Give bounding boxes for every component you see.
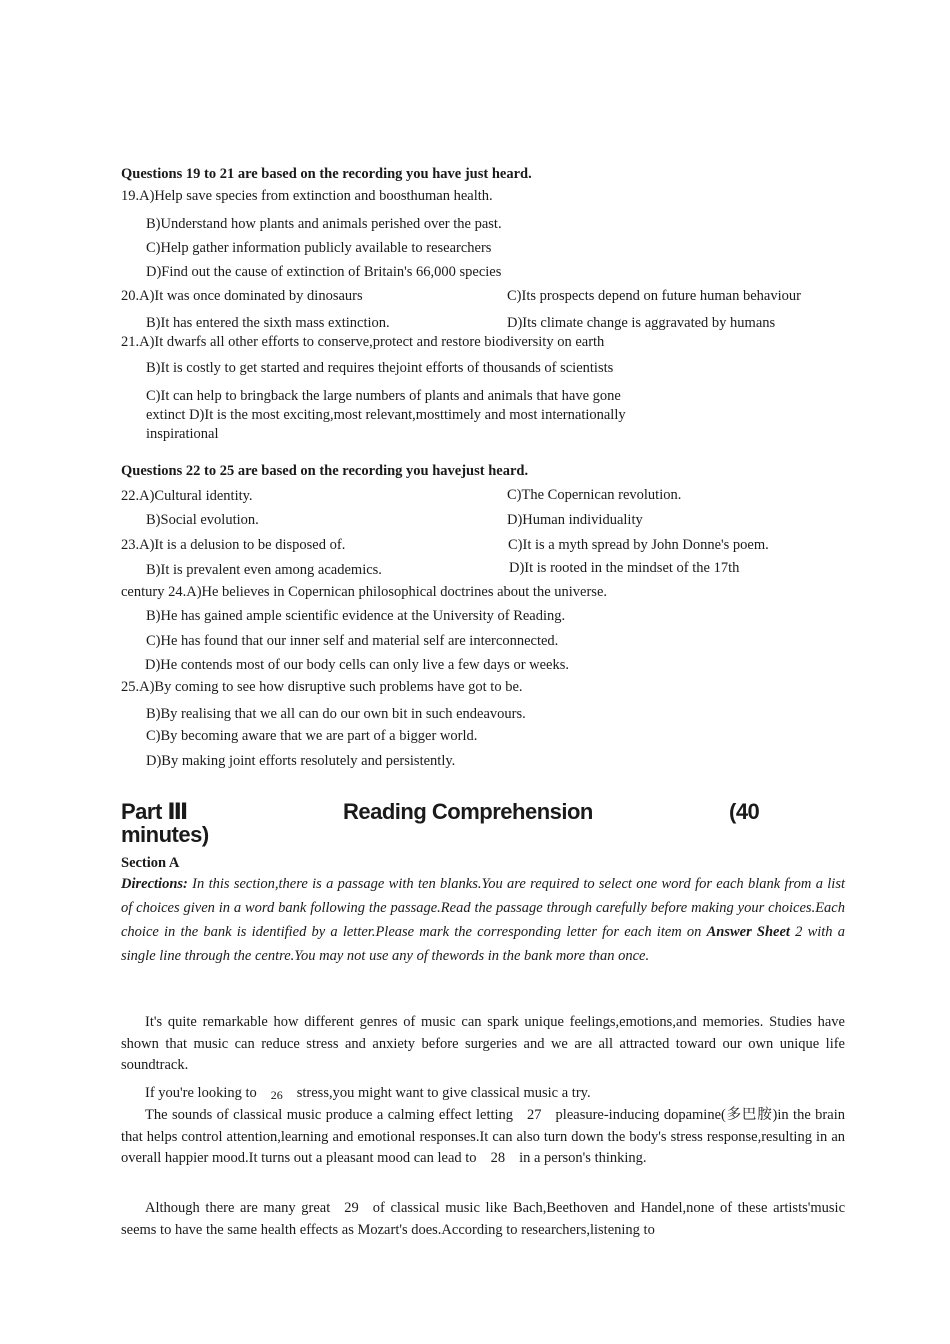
q19-option-b: B)Understand how plants and animals perished over the past.	[146, 216, 502, 232]
time-limit-open: (40	[729, 799, 760, 824]
q23-option-a: 23.A)It is a delusion to be disposed of.	[121, 537, 346, 553]
q19-option-d: D)Find out the cause of extinction of Britain's 66,000 species	[146, 264, 502, 280]
q24-option-d: D)He contends most of our body cells can only live a few days or weeks.	[145, 657, 570, 673]
passage-paragraph-2	[121, 1083, 845, 1105]
p2-text-a: If you're looking to	[145, 1085, 257, 1101]
directions-label: Directions:	[121, 876, 188, 892]
part-label: Part Ⅲ	[121, 799, 188, 824]
q20-option-c: C)Its prospects depend on future human behaviour	[507, 288, 801, 304]
q19-option-a: 19.A)Help save species from extinction and boosthuman health.	[121, 188, 493, 204]
page-title: Reading Comprehension	[343, 799, 593, 824]
blank-29: 29	[344, 1200, 359, 1216]
section-label: Section A	[121, 855, 180, 871]
answer-sheet-label: Answer Sheet	[706, 924, 790, 940]
q22-option-d: D)Human individuality	[507, 512, 643, 528]
q22-option-a: 22.A)Cultural identity.	[121, 488, 253, 504]
q23-option-c: C)It is a myth spread by John Donne's poem.	[508, 537, 769, 553]
p3-text-b: pleasure-inducing dopamine(多巴胺)in the brain that helps control attention,learning and emotional responses.It can also turn down the body's stress response,resulting in an overall happier mood.It turns out a pleasant mood can lead to	[121, 1107, 845, 1166]
q20-option-a: 20.A)It was once dominated by dinosaurs	[121, 288, 363, 304]
q25-option-b: B)By realising that we all can do our own bit in such endeavours.	[146, 706, 526, 722]
q21-option-c-line2: extinct D)It is the most exciting,most relevant,mosttimely and most internationally	[146, 407, 626, 423]
q21-option-a: 21.A)It dwarfs all other efforts to conserve,protect and restore biodiversity on earth	[121, 334, 605, 350]
q24-option-a: century 24.A)He believes in Copernican philosophical doctrines about the universe.	[121, 584, 608, 600]
directions-text-1: In this section,there is a passage with ten blanks.You are required to select one word for each blank from a list of choices given in a word bank following the passage.Read the passage through carefully before making your choices.Each choice in the bank is identified by a letter.Please mark the corresponding letter for each item on	[121, 876, 845, 940]
p4-text-a: Although there are many great	[145, 1200, 331, 1216]
q22-option-b: B)Social evolution.	[146, 512, 259, 528]
q20-option-d: D)Its climate change is aggravated by humans	[507, 315, 776, 331]
passage-paragraph-1: It's quite remarkable how different genres of music can spark unique feelings,emotions,and memories. Studies have shown that music can reduce stress and anxiety before surgeries and we are all attracted toward our own unique life soundtrack.	[121, 1014, 845, 1073]
passage-paragraph-3	[121, 1105, 845, 1170]
q25-option-a: 25.A)By coming to see how disruptive such problems have got to be.	[121, 679, 523, 695]
q25-option-d: D)By making joint efforts resolutely and persistently.	[146, 753, 456, 769]
p4-text-b: of classical music like Bach,Beethoven and Handel,none of these artists'music seems to have the same health effects as Mozart's does.According to researchers,listening to	[121, 1200, 845, 1238]
q23-option-b: B)It is prevalent even among academics.	[146, 562, 382, 578]
blank-26: 26	[270, 1088, 283, 1102]
q21-option-c-line3: inspirational	[146, 426, 219, 442]
blank-27: 27	[527, 1107, 542, 1123]
passage-paragraph-4	[121, 1198, 845, 1241]
q24-option-c: C)He has found that our inner self and material self are interconnected.	[146, 633, 559, 649]
questions-19-21-header: Questions 19 to 21 are based on the recording you have just heard.	[121, 166, 532, 182]
q19-option-c: C)Help gather information publicly available to researchers	[146, 240, 492, 256]
q20-option-b: B)It has entered the sixth mass extinction.	[146, 315, 390, 331]
time-limit-close: minutes)	[121, 822, 209, 847]
q22-option-c: C)The Copernican revolution.	[507, 487, 682, 503]
q23-option-d: D)It is rooted in the mindset of the 17th	[509, 560, 740, 576]
directions	[121, 872, 845, 968]
q24-option-b: B)He has gained ample scientific evidence at the University of Reading.	[146, 608, 566, 624]
questions-22-25-header: Questions 22 to 25 are based on the recording you havejust heard.	[121, 463, 529, 479]
q21-option-c: C)It can help to bringback the large numbers of plants and animals that have gone	[146, 388, 621, 404]
q21-option-b: B)It is costly to get started and requires thejoint efforts of thousands of scientists	[146, 360, 614, 376]
directions-text-2: 2 with a single line through the centre.You may not use any of thewords in the bank more than once.	[121, 924, 845, 964]
p3-text-c: in a person's thinking.	[519, 1150, 647, 1166]
q25-option-c: C)By becoming aware that we are part of a bigger world.	[146, 728, 478, 744]
blank-28: 28	[490, 1150, 506, 1166]
p2-text-b: stress,you might want to give classical music a try.	[296, 1085, 591, 1101]
p3-text-a: The sounds of classical music produce a calming effect letting	[145, 1107, 514, 1123]
